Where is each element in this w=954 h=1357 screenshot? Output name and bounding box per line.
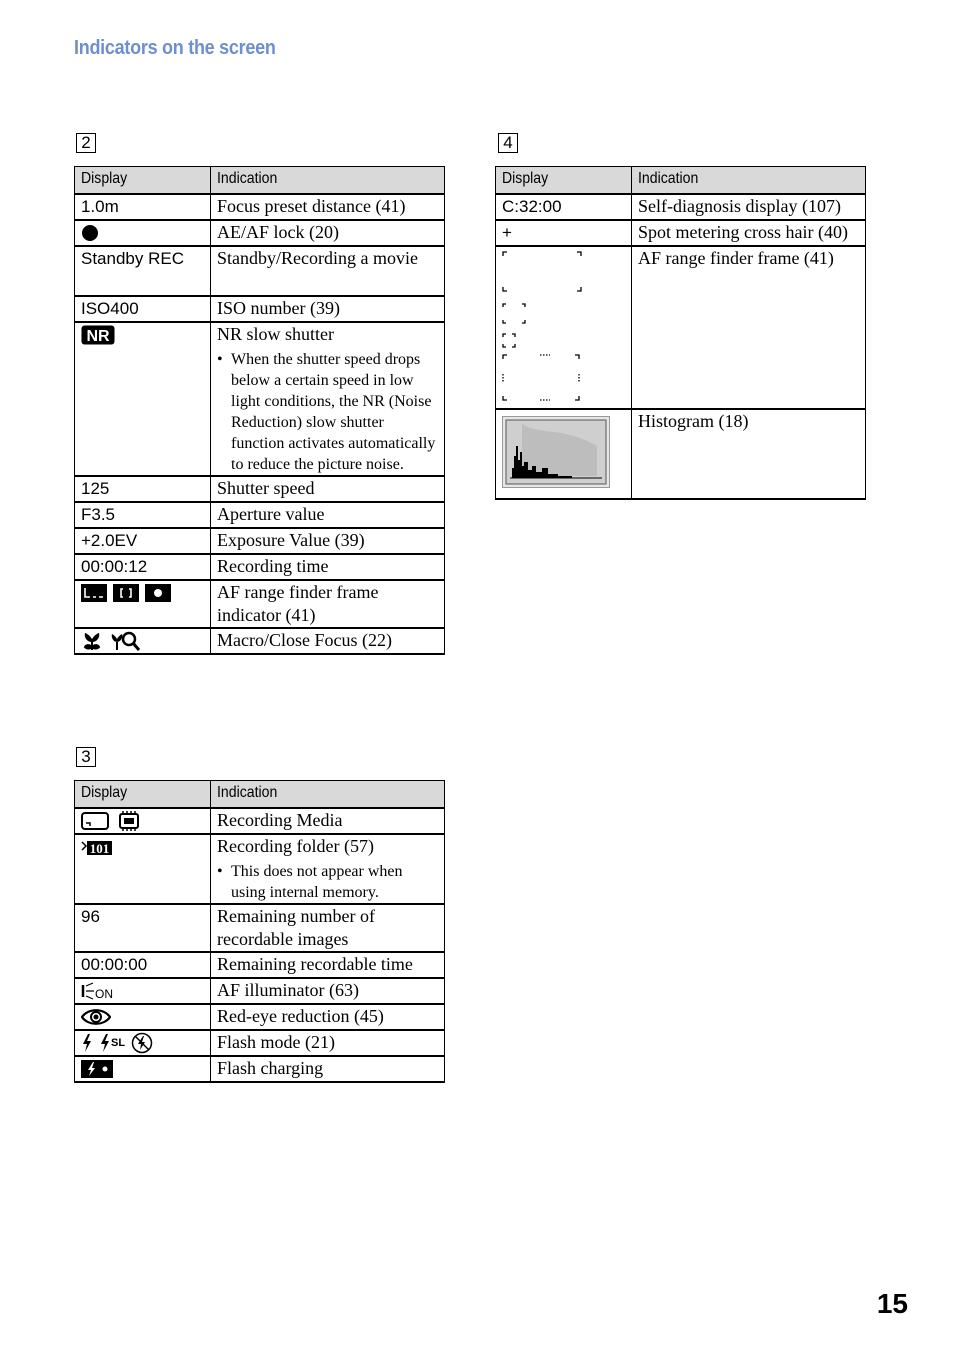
indication-cell: [211, 322, 445, 476]
close-focus-icon: [109, 630, 141, 652]
display-cell: 96: [75, 904, 211, 952]
display-cell: [496, 409, 632, 499]
column-header-display: Display: [75, 167, 211, 195]
indication-cell: Remaining recordable time: [211, 952, 445, 978]
display-cell: [75, 1030, 211, 1056]
indication-cell: AE/AF lock (20): [211, 220, 445, 246]
column-header-indication: Indication: [211, 167, 445, 195]
nr-icon-text: NR: [86, 328, 110, 345]
indication-cell: Histogram (18): [632, 409, 866, 499]
flash-auto-icon: [81, 1033, 93, 1053]
table-row: [75, 978, 445, 1004]
table-row: [75, 220, 445, 246]
indication-cell: Red-eye reduction (45): [211, 1004, 445, 1030]
indication-cell: Spot metering cross hair (40): [632, 220, 866, 246]
table-row: [75, 580, 445, 628]
recording-folder-icon-text: 101: [89, 841, 110, 856]
indication-cell: AF range finder frame (41): [632, 246, 866, 409]
display-cell: C:32:00: [496, 194, 632, 220]
histogram-icon: [502, 416, 610, 488]
indication-cell: Self-diagnosis display (107): [632, 194, 866, 220]
display-cell: +: [496, 220, 632, 246]
table-row: [75, 502, 445, 528]
section-number-4: 4: [498, 133, 518, 153]
table-header-row: [75, 167, 445, 195]
page-header: Indicators on the screen: [74, 37, 276, 59]
display-cell: 1.0m: [75, 194, 211, 220]
macro-flower-icon: [81, 630, 103, 652]
column-header-indication: Indication: [632, 167, 866, 195]
af-multi-point-icon: [81, 584, 107, 602]
indication-cell: Remaining number of recordable images: [211, 904, 445, 952]
table-row: [75, 246, 445, 296]
indication-cell: [211, 834, 445, 904]
section-number-2: 2: [76, 133, 96, 153]
indication-cell: AF range finder frame indicator (41): [211, 580, 445, 628]
table-row: [496, 220, 866, 246]
display-cell: [75, 628, 211, 654]
indication-text: NR slow shutter: [217, 324, 334, 344]
display-cell: [75, 322, 211, 476]
indication-note: • This does not appear when using internal memory.: [217, 861, 438, 903]
table-row: [75, 296, 445, 322]
table-row: [75, 904, 445, 952]
table-row: [75, 1004, 445, 1030]
display-cell: [75, 978, 211, 1004]
display-cell: +2.0EV: [75, 528, 211, 554]
indication-cell: Recording time: [211, 554, 445, 580]
filled-circle-icon: [81, 224, 99, 242]
table-row: [75, 194, 445, 220]
indication-cell: ISO number (39): [211, 296, 445, 322]
section-number-3: 3: [76, 747, 96, 767]
table-row: [75, 834, 445, 904]
indication-cell: Focus preset distance (41): [211, 194, 445, 220]
table-row: [75, 808, 445, 834]
display-cell: ISO400: [75, 296, 211, 322]
table-header-row: [75, 781, 445, 809]
table-row: [75, 528, 445, 554]
indication-cell: Exposure Value (39): [211, 528, 445, 554]
column-header-indication: Indication: [211, 781, 445, 809]
column-header-display: Display: [75, 781, 211, 809]
page-number: 15: [876, 1288, 908, 1319]
display-cell: [75, 220, 211, 246]
display-cell: 125: [75, 476, 211, 502]
display-cell: 00:00:00: [75, 952, 211, 978]
red-eye-icon: [81, 1007, 111, 1027]
table-row: [496, 194, 866, 220]
display-cell: [75, 834, 211, 904]
indicator-table-4: [495, 166, 866, 500]
table-header-row: [496, 167, 866, 195]
indication-cell: Aperture value: [211, 502, 445, 528]
flash-charging-icon: [81, 1060, 113, 1078]
flash-off-icon: [131, 1032, 153, 1054]
indication-cell: Flash mode (21): [211, 1030, 445, 1056]
display-cell: 00:00:12: [75, 554, 211, 580]
indication-cell: Macro/Close Focus (22): [211, 628, 445, 654]
af-spot-icon: [145, 584, 171, 602]
column-header-display: Display: [496, 167, 632, 195]
display-cell: Standby REC: [75, 246, 211, 296]
table-row: [75, 1030, 445, 1056]
memory-card-icon: [81, 811, 109, 831]
internal-memory-icon: [117, 810, 141, 832]
af-center-icon: [113, 584, 139, 602]
table-row: [496, 409, 866, 499]
display-cell: F3.5: [75, 502, 211, 528]
indicator-table-3: [74, 780, 445, 1083]
indication-text: Recording folder (57): [217, 836, 374, 856]
display-cell: [75, 1056, 211, 1082]
recording-folder-icon: [81, 838, 113, 856]
indication-cell: AF illuminator (63): [211, 978, 445, 1004]
display-cell: [75, 808, 211, 834]
display-cell: [75, 580, 211, 628]
table-row: [75, 554, 445, 580]
table-row: [75, 1056, 445, 1082]
indication-cell: Flash charging: [211, 1056, 445, 1082]
display-cell: [496, 246, 632, 409]
table-row: [75, 322, 445, 476]
table-row: [75, 628, 445, 654]
af-illuminator-on-label: ON: [95, 987, 113, 1001]
table-row: [75, 952, 445, 978]
table-row: [496, 246, 866, 409]
flash-slow-sync-icon: SL: [99, 1031, 125, 1055]
nr-icon: [81, 325, 115, 345]
af-illuminator-icon: [81, 982, 95, 1000]
indication-cell: Recording Media: [211, 808, 445, 834]
display-cell: [75, 1004, 211, 1030]
indication-note: • When the shutter speed drops below a certain speed in low light conditions, the NR (Noise Reduction) slow shutter function activates automatically to reduce the picture noise.: [217, 349, 438, 475]
table-row: [75, 476, 445, 502]
af-range-frames-icon: [502, 251, 582, 401]
indication-cell: Shutter speed: [211, 476, 445, 502]
indicator-table-2: [74, 166, 445, 655]
indication-cell: Standby/Recording a movie: [211, 246, 445, 296]
